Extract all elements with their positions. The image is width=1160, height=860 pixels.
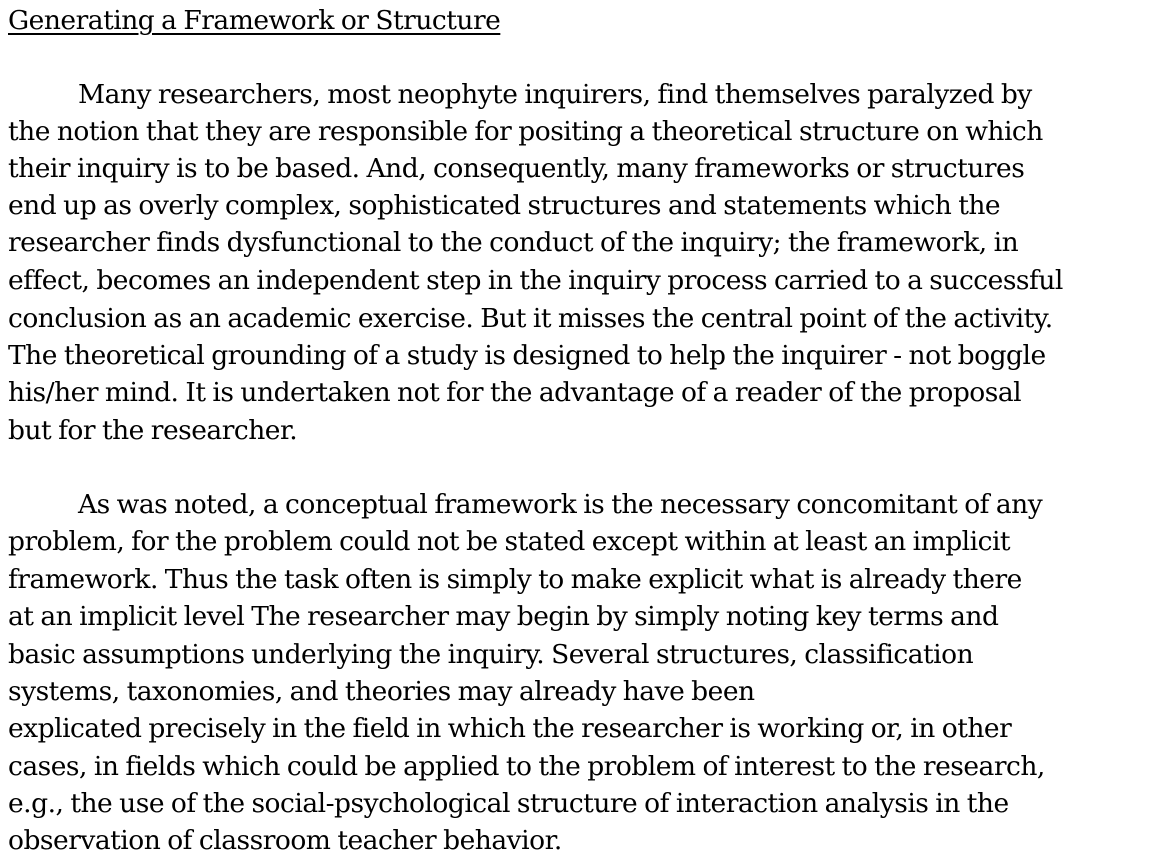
paragraph-line: e.g., the use of the social-psychological structure of interaction analysis in the xyxy=(8,788,1009,819)
paragraph-line: systems, taxonomies, and theories may already have been xyxy=(8,676,755,707)
paragraph-line: As was noted, a conceptual framework is the necessary concomitant of any xyxy=(78,489,1043,520)
paragraph-line: but for the researcher. xyxy=(8,415,298,446)
paragraph-line: the notion that they are responsible for positing a theoretical structure on which xyxy=(8,116,1043,147)
paragraph-line: observation of classroom teacher behavior. xyxy=(8,825,562,856)
paragraph-line: Many researchers, most neophyte inquirers, find themselves paralyzed by xyxy=(78,79,1032,110)
paragraph-line: framework. Thus the task often is simply to make explicit what is already there xyxy=(8,564,1022,595)
paragraph-line: explicated precisely in the field in which the researcher is working or, in other xyxy=(8,713,1012,744)
paragraph-line: problem, for the problem could not be stated except within at least an implicit xyxy=(8,526,1011,557)
paragraph-line: his/her mind. It is undertaken not for the advantage of a reader of the proposal xyxy=(8,377,1022,408)
paragraph-line: basic assumptions underlying the inquiry. Several structures, classification xyxy=(8,639,974,670)
paragraph-line: at an implicit level The researcher may begin by simply noting key terms and xyxy=(8,601,999,632)
paragraph-line: researcher finds dysfunctional to the conduct of the inquiry; the framework, in xyxy=(8,227,1019,258)
paragraph-line: their inquiry is to be based. And, consequently, many frameworks or structures xyxy=(8,153,1025,184)
section-heading: Generating a Framework or Structure xyxy=(8,5,501,36)
paragraph-line: cases, in fields which could be applied to the problem of interest to the research, xyxy=(8,751,1045,782)
paragraph-line: end up as overly complex, sophisticated structures and statements which the xyxy=(8,190,1001,221)
paragraph-line: conclusion as an academic exercise. But it misses the central point of the activity. xyxy=(8,303,1053,334)
paragraph-line: effect, becomes an independent step in the inquiry process carried to a successful xyxy=(8,265,1063,296)
paragraph-line: The theoretical grounding of a study is designed to help the inquirer - not boggle xyxy=(8,340,1046,371)
